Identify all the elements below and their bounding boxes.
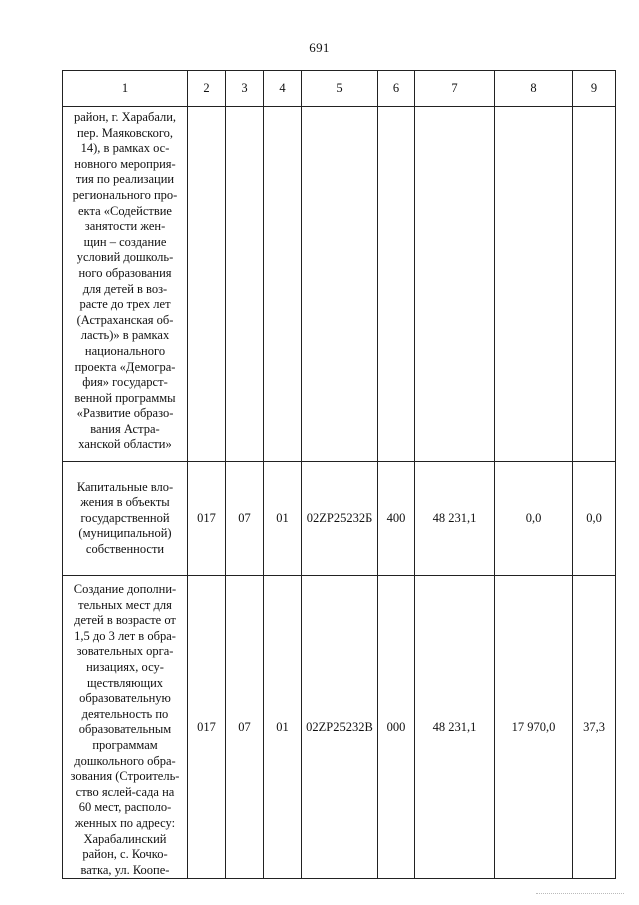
cell-section: 07 [226,576,264,879]
header-col-7: 7 [415,71,495,107]
cell-planned-amount: 48 231,1 [415,576,495,879]
header-row [63,71,616,107]
cell-section: 07 [226,462,264,576]
cell-admin-code: 017 [188,462,226,576]
cell-subsection: 01 [264,576,302,879]
cell-subsection: 01 [264,462,302,576]
header-col-5: 5 [302,71,378,107]
page-number: 691 [309,40,330,55]
table-row [63,576,616,879]
header-col-2: 2 [188,71,226,107]
scan-edge-line [536,893,624,894]
cell-percent: 37,3 [573,576,616,879]
cell-target-article [302,107,378,462]
cell-section [226,107,264,462]
header-col-4: 4 [264,71,302,107]
cell-planned-amount [415,107,495,462]
row-description: район, г. Харабали, пер. Маяковского, 14), в рамках ос- новного мероприя- тия по реализации регионального про- екта «Содействие занятости жен- щин – создание условий дошколь- ного образования для детей в воз- расте до трех лет (Астраханская об- ласть)» в рамках национального проекта «Демогра- фия» государст- венной программы «Развитие образо- вания Астра- ханской области» [63,107,188,462]
cell-expense-type [378,107,415,462]
header-col-6: 6 [378,71,415,107]
cell-expense-type: 000 [378,576,415,879]
cell-target-article: 02ZP25232В [302,576,378,879]
table-row [63,107,616,462]
header-col-3: 3 [226,71,264,107]
header-col-8: 8 [495,71,573,107]
row-description: Создание дополни- тельных мест для детей в возрасте от 1,5 до 3 лет в обра- зовательных орга- низациях, осу- ществляющих образовательную деятельность по образовательным программам дошкольного обра- зования (Строитель- ство яслей-сада на 60 мест, располо- женных по адресу: Харабалинский район, с. Кочко- ватка, ул. Коопе- [63,576,188,879]
cell-admin-code: 017 [188,576,226,879]
cell-percent [573,107,616,462]
cell-expense-type: 400 [378,462,415,576]
cell-percent: 0,0 [573,462,616,576]
cell-subsection [264,107,302,462]
budget-table [62,70,616,879]
header-col-1: 1 [63,71,188,107]
row-description: Капитальные вло- жения в объекты государственной (муниципальной) собственности [63,462,188,576]
cell-planned-amount: 48 231,1 [415,462,495,576]
cell-executed-amount: 0,0 [495,462,573,576]
cell-executed-amount: 17 970,0 [495,576,573,879]
table-row [63,462,616,576]
cell-admin-code [188,107,226,462]
cell-executed-amount [495,107,573,462]
cell-target-article: 02ZP25232Б [302,462,378,576]
header-col-9: 9 [573,71,616,107]
